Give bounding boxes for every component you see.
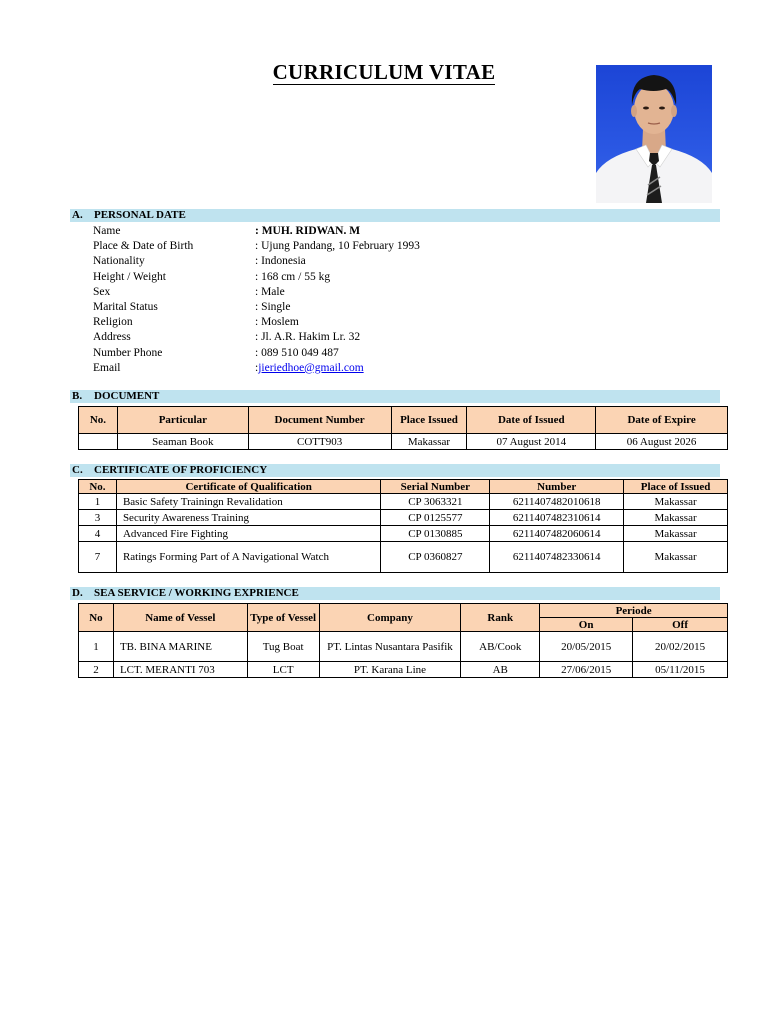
certificate-table [78,479,728,573]
personal-data-list [93,224,420,376]
table-row: 7 Ratings Forming Part of A Navigational Watch CP 0360827 6211407482330614 Makassar [79,542,728,573]
personal-row-religion: Religion : Moslem [93,316,299,329]
profile-photo [596,65,712,203]
table-header-row: No. Particular Document Number Place Issued Date of Issued Date of Expire [79,407,728,434]
table-header-row: No Name of Vessel Type of Vessel Company Rank Periode [79,604,728,618]
table-row: 1 TB. BINA MARINE Tug Boat PT. Lintas Nusantara Pasifik AB/Cook 20/05/2015 20/02/2015 [79,632,728,662]
table-row: Seaman Book COTT903 Makassar 07 August 2014 06 August 2026 [79,434,728,450]
section-a-header: A. PERSONAL DATE [70,209,720,222]
personal-row-marital: Marital Status : Single [93,300,291,313]
section-b-header: B. DOCUMENT [70,390,720,403]
sea-service-table [78,603,728,678]
table-header-row: No. Certificate of Qualification Serial Number Number Place of Issued [79,480,728,494]
personal-row-email: Email :jieriedhoe@gmail.com [93,361,364,374]
personal-row-phone: Number Phone : 089 510 049 487 [93,346,339,359]
person-portrait-icon [596,65,712,203]
personal-row-address: Address : Jl. A.R. Hakim Lr. 32 [93,331,361,344]
personal-row-sex: Sex : Male [93,285,285,298]
personal-row-birth: Place & Date of Birth : Ujung Pandang, 10 February 1993 [93,240,420,253]
personal-row-height-weight: Height / Weight : 168 cm / 55 kg [93,270,331,283]
email-link[interactable]: jieriedhoe@gmail.com [258,361,364,374]
table-row: 4 Advanced Fire Fighting CP 0130885 6211407482060614 Makassar [79,526,728,542]
table-row: 2 LCT. MERANTI 703 LCT PT. Karana Line AB 27/06/2015 05/11/2015 [79,662,728,678]
personal-row-name: Name : MUH. RIDWAN. M [93,225,361,237]
document-table [78,406,728,450]
table-row: 1 Basic Safety Trainingn Revalidation CP 3063321 6211407482010618 Makassar [79,494,728,510]
table-row: 3 Security Awareness Training CP 0125577 6211407482310614 Makassar [79,510,728,526]
table-subheader-row: On Off [79,618,728,632]
section-c-header: C. CERTIFICATE OF PROFICIENCY [70,464,720,477]
personal-row-nationality: Nationality : Indonesia [93,255,306,268]
section-d-header: D. SEA SERVICE / WORKING EXPRIENCE [70,587,720,600]
cv-title: CURRICULUM VITAE [272,60,496,84]
